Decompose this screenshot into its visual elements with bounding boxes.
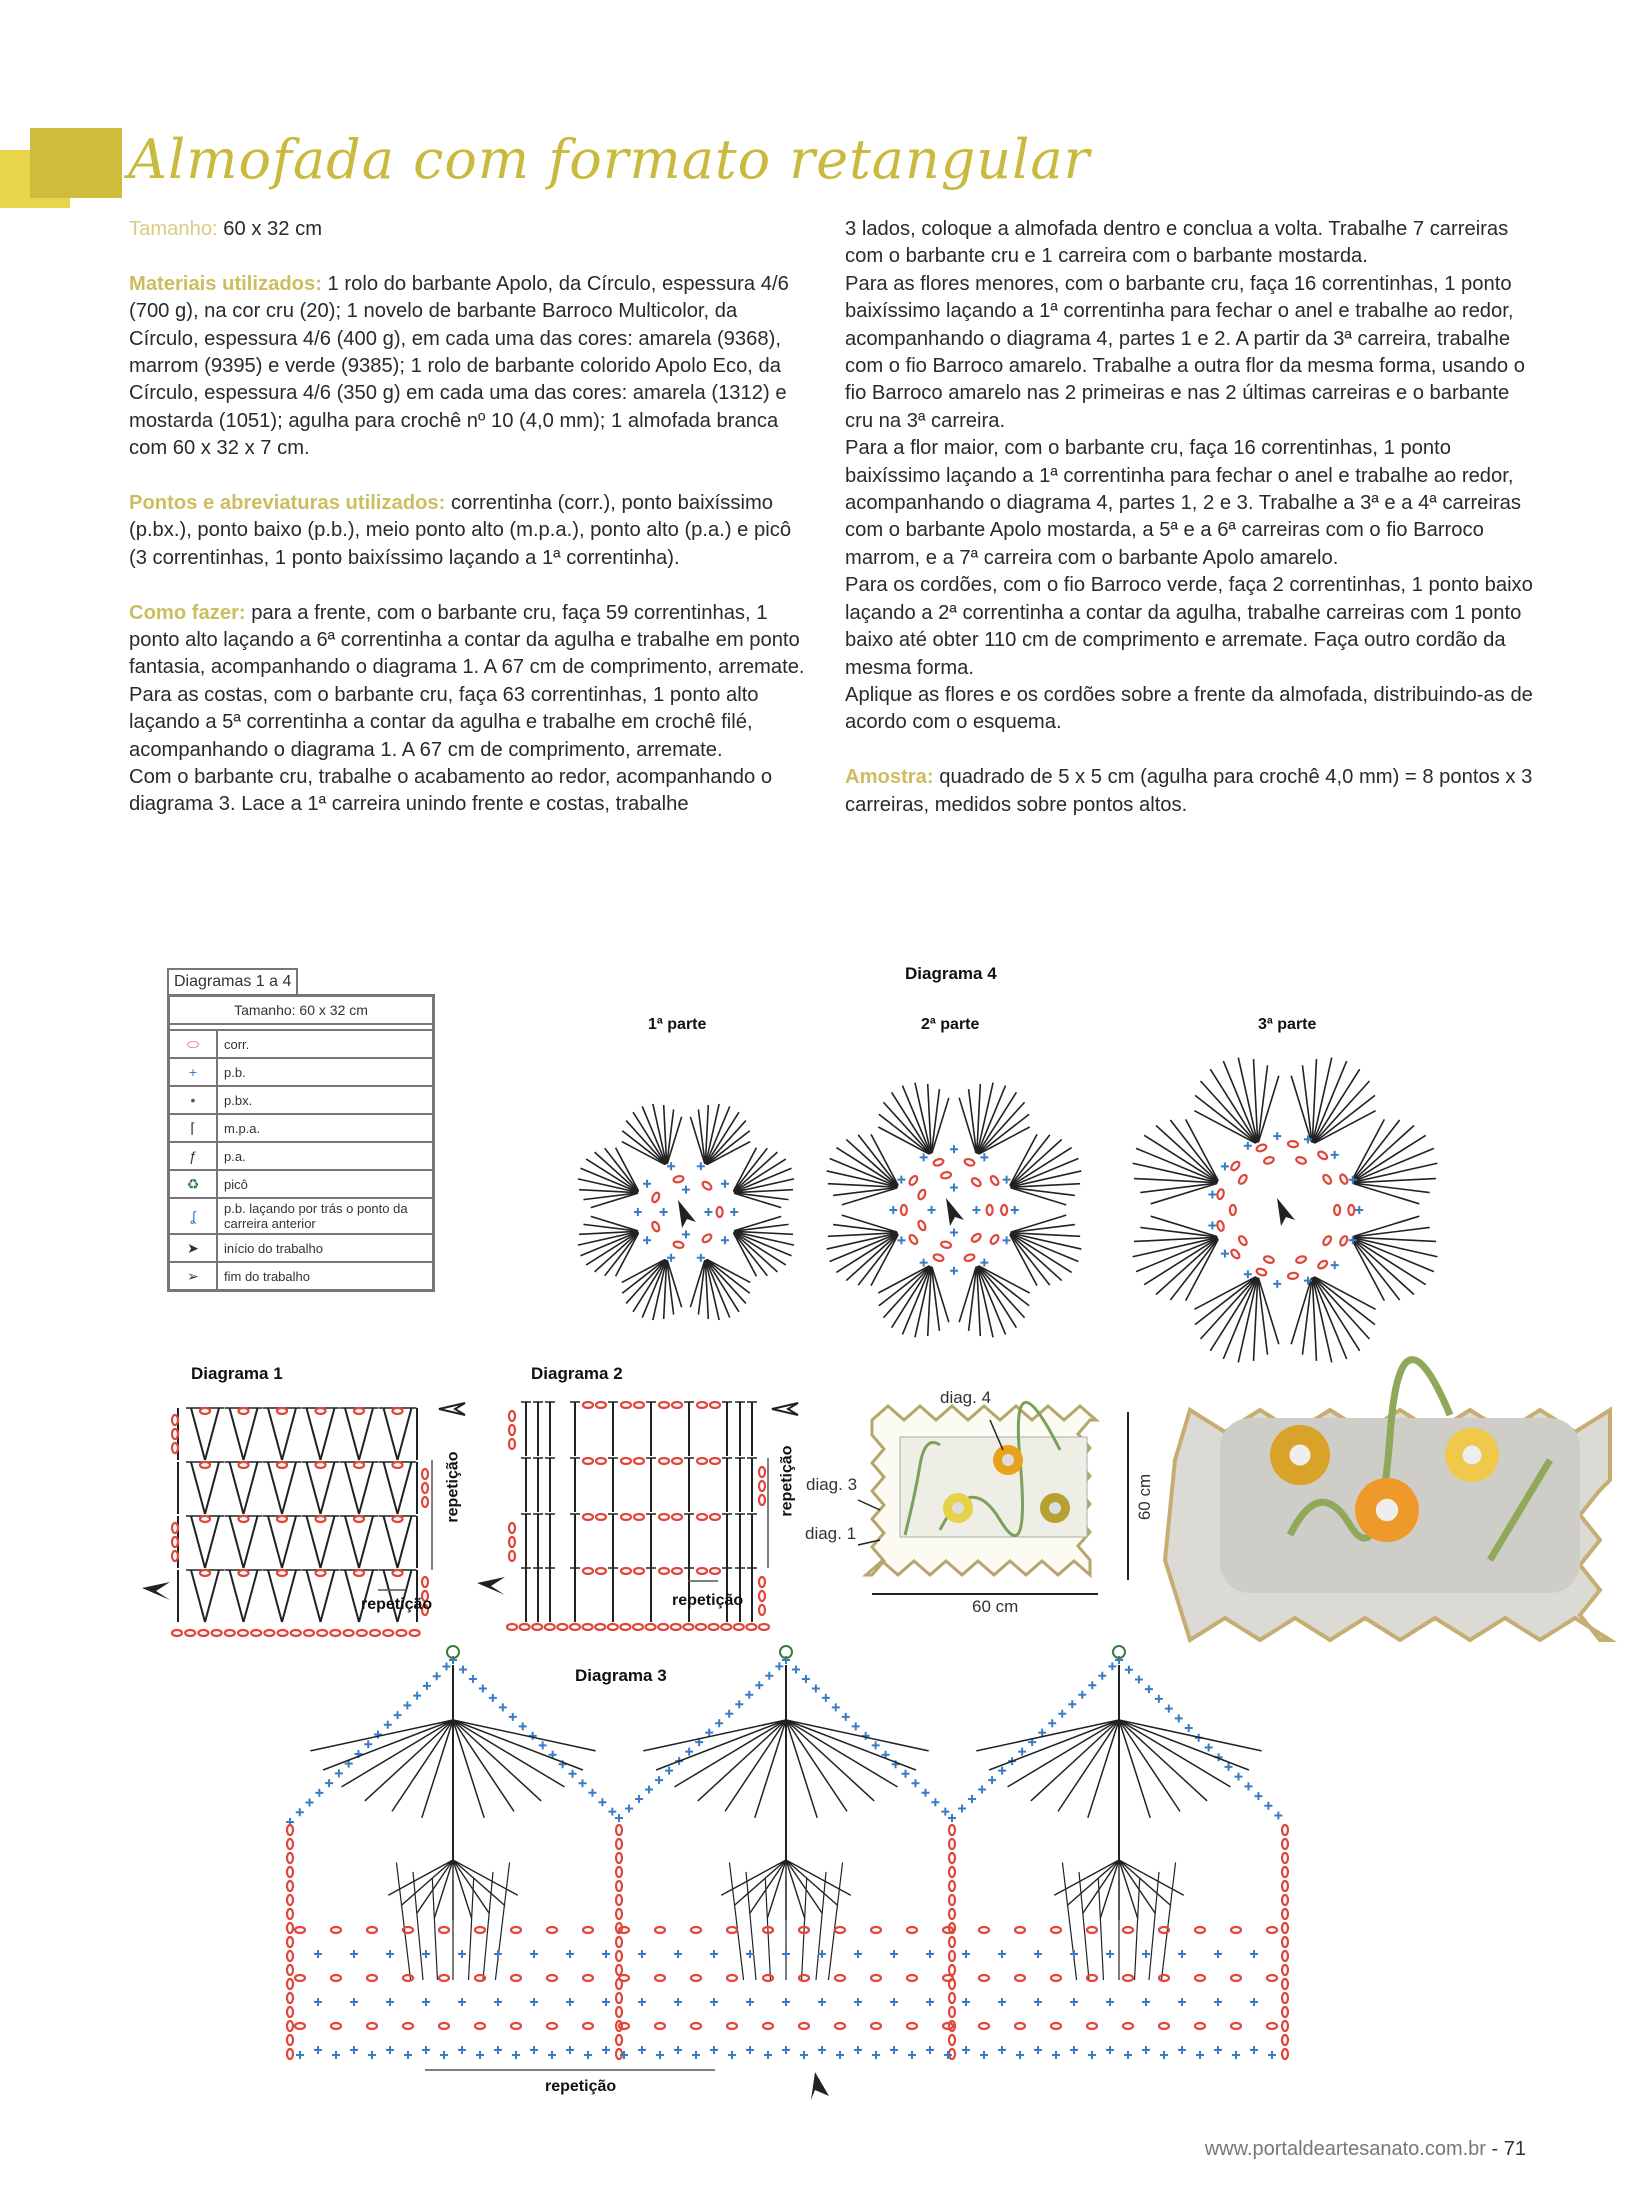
legend-row: [169, 1262, 434, 1291]
diagram2-title: Diagrama 2: [531, 1364, 623, 1383]
diagram4-part1: [578, 1104, 794, 1320]
legend-row: [169, 1058, 434, 1086]
schema-height-label: 60 cm: [1135, 1473, 1155, 1521]
legend-row: [169, 1170, 434, 1198]
diagram3-title: Diagrama 3: [575, 1666, 667, 1685]
instruction-paragraph: 3 lados, coloque a almofada dentro e conclua a volta. Trabalhe 7 carreiras com o barbante cru e 1 carreira com o barbante mostarda.: [845, 218, 1509, 268]
legend-label: fim do trabalho: [217, 1262, 434, 1291]
legend-row: [169, 1030, 434, 1058]
start-arrow-icon: ➤: [169, 1234, 218, 1262]
double-crochet-icon: ƒ: [169, 1142, 218, 1170]
chain-oval-icon: ⬭: [169, 1030, 218, 1058]
diagram3-chart: [286, 1646, 1288, 2100]
legend-label: m.p.a.: [217, 1114, 434, 1142]
dot-icon: •: [169, 1086, 218, 1114]
start-arrow-icon: [811, 2072, 829, 2100]
sample-label: Amostra:: [845, 766, 934, 789]
legend-table: [167, 994, 435, 1292]
end-arrow-icon: [439, 1403, 465, 1415]
legend-label: p.b.: [217, 1058, 434, 1086]
diagram4-part3: [1133, 1058, 1438, 1363]
diagram1-repeat-h: repetição: [361, 1596, 433, 1613]
end-arrow-icon: [772, 1403, 798, 1415]
schema-diag1-label: diag. 1: [805, 1524, 857, 1543]
start-arrow-icon: [477, 1577, 505, 1595]
howto-text: para a frente, com o barbante cru, faça 59 correntinhas, 1 ponto alto laçando a 6ª correntinha a contar da agulha e trabalhe em ponto fantasia, acompanhando o diagrama 1. A 67 cm de comprimento, arremate.: [129, 601, 805, 679]
title-accent-square-dark: [30, 128, 122, 198]
stitches-label: Pontos e abreviaturas utilizados:: [129, 492, 446, 515]
schema-diag4-label: diag. 4: [940, 1388, 992, 1407]
diagram4-part3-label: 3ª parte: [1258, 1016, 1317, 1033]
howto-paragraph: [129, 600, 809, 682]
howto-label: Como fazer:: [129, 601, 246, 624]
half-double-icon: ⌈: [169, 1114, 218, 1142]
schema-width-label: 60 cm: [972, 1597, 1019, 1616]
size-value: 60 x 32 cm: [217, 218, 323, 240]
diagram3-repeat: repetição: [545, 2078, 617, 2095]
diagram4-part2-label: 2ª parte: [921, 1016, 980, 1033]
back-loop-icon: ʆ: [169, 1198, 218, 1234]
legend-label: p.bx.: [217, 1086, 434, 1114]
diagram4-part2: [827, 1083, 1082, 1338]
legend-row: [169, 1234, 434, 1262]
legend-label: início do trabalho: [217, 1234, 434, 1262]
stitch-legend: [167, 968, 435, 1292]
materials-text: 1 rolo do barbante Apolo, da Círculo, espessura 4/6 (700 g), na cor cru (20); 1 novelo de barbante Barroco Multicolor, da Círculo, espessura 4/6 (400 g), em cada uma das cores: amarela (9368), marrom (9395) e verde (9385); 1 rolo de barbante colorido Apolo Eco, da Círculo, espessura 4/6 (350 g) em cada uma das cores: amarela (1312) e mostarda (1051); agulha para crochê nº 10 (4,0 mm); 1 almofada branca com 60 x 32 x 7 cm.: [129, 272, 789, 460]
legend-label: corr.: [217, 1030, 434, 1058]
page-footer: [1205, 2138, 1526, 2161]
howto-paragraph: Para as costas, com o barbante cru, faça 63 correntinhas, 1 ponto alto laçando a 5ª correntinha a contar da agulha e trabalhe em crochê filé, acompanhando o diagrama 1. A 67 cm de comprimento, arremate.: [129, 683, 759, 761]
pillow-photo: [1165, 1360, 1610, 1640]
page-number: - 71: [1485, 2138, 1526, 2160]
legend-row: [169, 1114, 434, 1142]
diagram1-title: Diagrama 1: [191, 1364, 283, 1383]
diagram4-part1-label: 1ª parte: [648, 1016, 707, 1033]
plus-icon: +: [169, 1058, 218, 1086]
diagram2-chart: [477, 1402, 798, 1630]
sample-paragraph: [845, 764, 1535, 819]
size-label: Tamanho:: [129, 218, 218, 240]
diagram2-repeat-h: repetição: [672, 1592, 744, 1609]
footer-url[interactable]: www.portaldeartesanato.com.br: [1204, 2138, 1486, 2160]
stitches-text: correntinha (corr.), ponto baixíssimo (p.bx.), ponto baixo (p.b.), meio ponto alto (m.p.a.), ponto alto (p.a.) e picô (3 correntinhas, 1 ponto baixíssimo laçando a 1ª correntinha).: [129, 492, 792, 569]
sample-text: quadrado de 5 x 5 cm (agulha para crochê 4,0 mm) = 8 pontos x 3 carreiras, medidos sobre pontos altos.: [845, 766, 1533, 816]
right-column: [845, 216, 1535, 819]
materials-paragraph: [129, 271, 809, 463]
materials-label: Materiais utilizados:: [129, 272, 322, 295]
page-title: Almofada com formato retangular: [128, 128, 1091, 191]
instruction-paragraph: Aplique as flores e os cordões sobre a frente da almofada, distribuindo-as de acordo com o esquema.: [845, 683, 1533, 734]
layout-schema: [858, 1402, 1128, 1594]
legend-label: p.b. laçando por trás o ponto da carreira anterior: [217, 1198, 434, 1234]
picot-icon: ♻: [169, 1170, 218, 1198]
instruction-paragraph: Para as flores menores, com o barbante cru, faça 16 correntinhas, 1 ponto baixíssimo laçando a 1ª correntinha para fechar o anel e trabalhe ao redor, acompanhando o diagrama 4, partes 1 e 2. A partir da 3ª carreira, trabalhe com o fio Barroco amarelo. Trabalhe a outra flor da mesma forma, usando o fio Barroco amarelo nas 2 primeiras e nas 2 últimas carreiras e o barbante cru na 3ª carreira.: [845, 272, 1525, 432]
size-paragraph: [129, 216, 809, 243]
instruction-paragraph: Para os cordões, com o fio Barroco verde, faça 2 correntinhas, 1 ponto baixo laçando a 2ª correntinha a contar da agulha, trabalhe carreiras com 1 ponto baixo até obter 110 cm de comprimento e arremate. Faça outro cordão da mesma forma.: [845, 574, 1533, 679]
legend-row: [169, 1198, 434, 1234]
legend-title: Diagramas 1 a 4: [167, 968, 298, 994]
legend-row: [169, 1142, 434, 1170]
legend-size: Tamanho: 60 x 32 cm: [169, 996, 434, 1025]
legend-label: picô: [217, 1170, 434, 1198]
legend-label: p.a.: [217, 1142, 434, 1170]
left-column: [129, 216, 809, 819]
legend-row: [169, 1086, 434, 1114]
diagram2-repeat-v: repetição: [778, 1445, 796, 1517]
howto-paragraph: Com o barbante cru, trabalhe o acabamento ao redor, acompanhando o diagrama 3. Lace a 1ª carreira unindo frente e costas, trabalhe: [129, 766, 773, 816]
end-arrow-icon: ➢: [169, 1262, 218, 1291]
start-arrow-icon: [142, 1582, 170, 1600]
diagram1-repeat-v: repetição: [444, 1451, 462, 1523]
schema-diag3-label: diag. 3: [806, 1475, 858, 1494]
diagram4-title: Diagrama 4: [905, 964, 997, 983]
stitches-paragraph: [129, 490, 809, 572]
instruction-paragraph: Para a flor maior, com o barbante cru, faça 16 correntinhas, 1 ponto baixíssimo laçando a 1ª correntinha para fechar o anel e trabalhe ao redor, acompanhando o diagrama 4, partes 1, 2 e 3. Trabalhe a 3ª e a 4ª carreiras com o barbante Apolo mostarda, a 5ª e a 6ª carreiras com o fio Barroco marrom, e a 7ª carreira com o barbante Apolo amarelo.: [845, 437, 1521, 569]
